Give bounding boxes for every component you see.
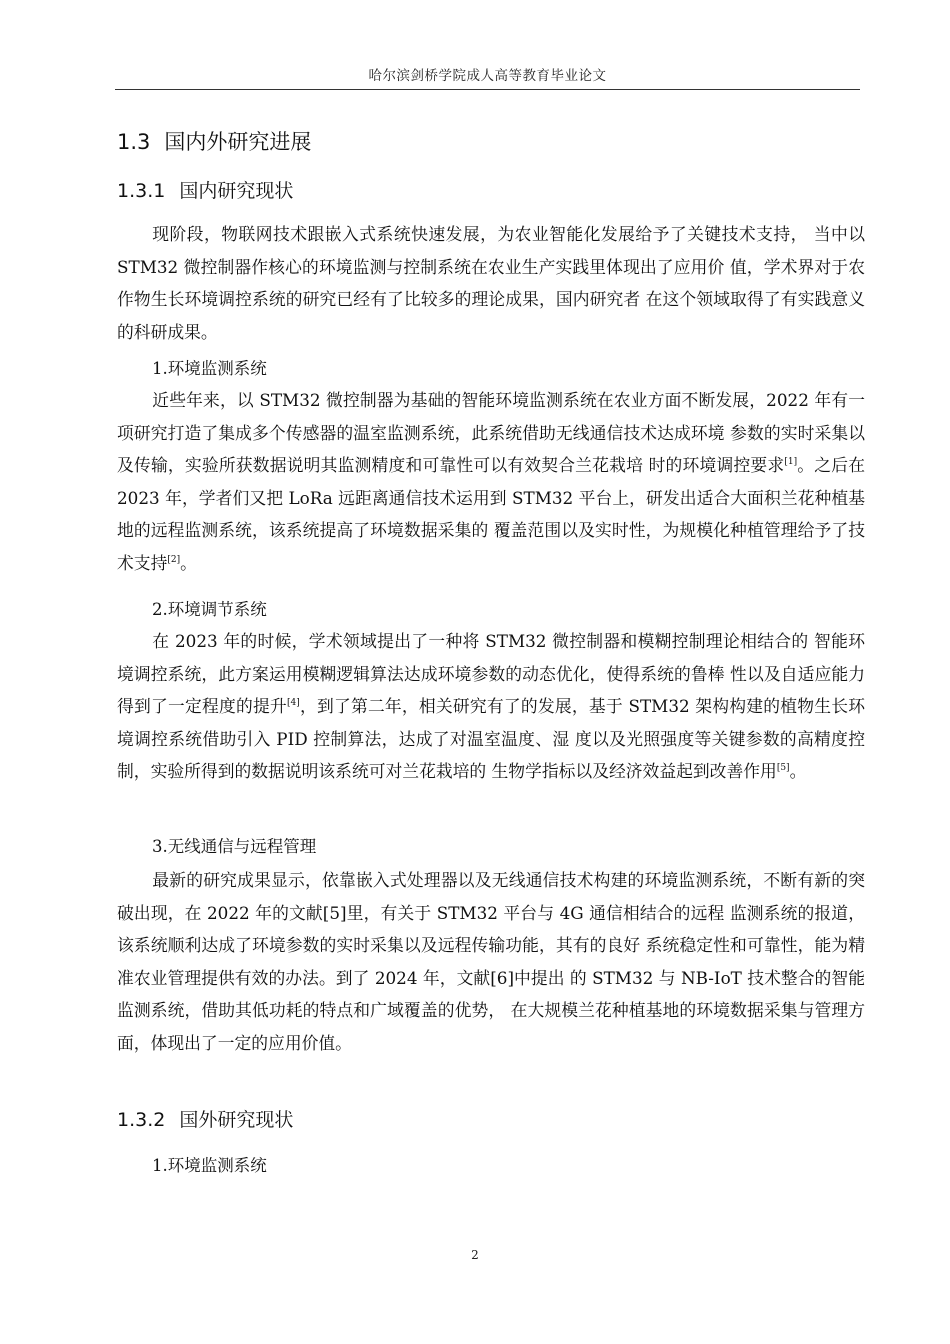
citation-ref: [1] (784, 457, 798, 467)
paragraph-text: ，到了第二年，相关研究有了的发展，基于 STM32 架构构建的植物生长环境调控系统借助引入 PID 控制算法，达成了对温室温度、湿 度以及光照强度等关键参数的高精度控制，实验所得到的数据说明该系统可对兰花栽培的 生物学指标以及经济效益起到改善作用 (117, 696, 865, 781)
section-title: 国内外研究进展 (164, 130, 312, 154)
subsection-title: 国外研究现状 (179, 1109, 294, 1131)
paragraph-intro: 现阶段，物联网技术跟嵌入式系统快速发展，为农业智能化发展给予了关键技术支持， 当中以 STM32 微控制器作核心的环境监测与控制系统在农业生产实践里体现出了应用价 值，学术界对于农作物生长环境调控系统的研究已经有了比较多的理论成果，国内研究者 在这个领域取得了有实践意义的科研成果。 (117, 224, 865, 342)
citation-ref: [4] (286, 698, 300, 708)
paragraph-text: 。 (180, 552, 197, 573)
list-item-environment-regulation: 2.环境调节系统 (152, 600, 267, 619)
list-item-foreign-monitoring: 1.环境监测系统 (152, 1156, 267, 1175)
paragraph-text: 。之后在 2023 年，学者们又把 LoRa 远距离通信技术运用到 STM32 平台上，研发出适合大面积兰花种植基地的远程监测系统，该系统提高了环境数据采集的 覆盖范围以及实时性，为规模化种植管理给予了技术支持 (117, 455, 865, 573)
page-header: 哈尔滨剑桥学院成人高等教育毕业论文 (115, 64, 860, 90)
list-item-wireless-remote: 3.无线通信与远程管理 (152, 837, 317, 856)
subsection-number: 1.3.1 (117, 180, 166, 202)
subsection-title: 国内研究现状 (179, 180, 294, 202)
section-heading (117, 126, 311, 156)
subsection-heading-domestic (117, 176, 293, 203)
paragraph-text: 近些年来，以 STM32 微控制器为基础的智能环境监测系统在农业方面不断发展，2022 年有一项研究打造了集成多个传感器的温室监测系统，此系统借助无线通信技术达成环境 参数的实时采集以及传输，实验所获数据说明其监测精度和可靠性可以有效契合兰花栽培 时的环境调控要求 (117, 390, 865, 475)
paragraph-regulation (117, 625, 865, 788)
citation-ref: [2] (167, 554, 181, 565)
paragraph-monitoring (117, 384, 865, 579)
paragraph-wireless: 最新的研究成果显示，依靠嵌入式处理器以及无线通信技术构建的环境监测系统，不断有新的突破出现，在 2022 年的文献[5]里，有关于 STM32 平台与 4G 通信相结合的远程 监测系统的报道，该系统顺利达成了环境参数的实时采集以及远程传输功能，其有的良好 系统稳定性和可靠性，能为精准农业管理提供有效的办法。到了 2024 年，文献[6]中提出 的 STM32 与 NB-IoT 技术整合的智能监测系统，借助其低功耗的特点和广域覆盖的优势， 在大规模兰花种植基地的环境数据采集与管理方面，体现出了一定的应用价值。 (117, 870, 865, 1053)
paragraph-text: 在 2023 年的时候，学术领域提出了一种将 STM32 微控制器和模糊控制理论相结合的 智能环境调控系统，此方案运用模糊逻辑算法达成环境参数的动态优化，使得系统的鲁棒 性以及自适应能力得到了一定程度的提升 (117, 631, 865, 716)
subsection-heading-foreign (117, 1105, 293, 1132)
list-item-environment-monitoring: 1.环境监测系统 (152, 359, 267, 378)
page-number: 2 (471, 1248, 479, 1262)
citation-ref: [5] (776, 763, 790, 773)
section-number: 1.3 (117, 130, 151, 154)
subsection-number: 1.3.2 (117, 1109, 166, 1131)
paragraph-text: 。 (789, 761, 807, 781)
